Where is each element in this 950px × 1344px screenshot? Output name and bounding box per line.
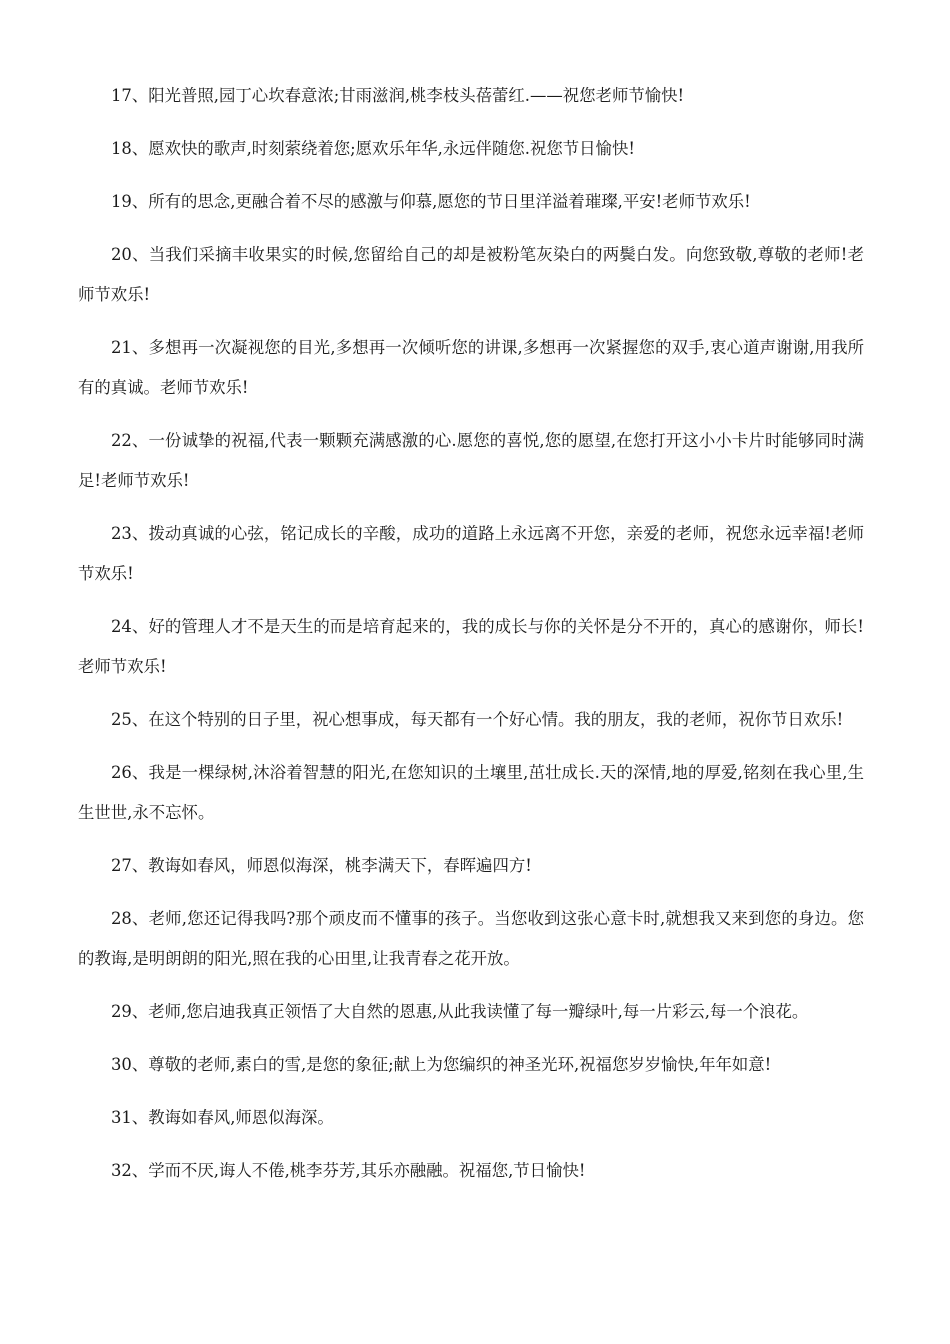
paragraph-31: 31、教诲如春风,师恩似海深。 <box>111 1108 334 1127</box>
paragraph-28: 28、老师,您还记得我吗?那个顽皮而不懂事的孩子。当您收到这张心意卡时,就想我又来到您的身边。您的教诲,是明朗朗的阳光,照在我的心田里,让我青春之花开放。 <box>78 909 864 968</box>
paragraph-17: 17、阳光普照,园丁心坎春意浓;甘雨滋润,桃李枝头蓓蕾红.——祝您老师节愉快! <box>111 86 685 105</box>
document-body <box>78 76 864 1191</box>
paragraph-23: 23、拨动真诚的心弦，铭记成长的辛酸，成功的道路上永远离不开您，亲爱的老师，祝您永远幸福!老师节欢乐! <box>78 524 864 583</box>
paragraph-26: 26、我是一棵绿树,沐浴着智慧的阳光,在您知识的土壤里,茁壮成长.天的深情,地的厚爱,铭刻在我心里,生生世世,永不忘怀。 <box>78 763 864 822</box>
paragraph-18: 18、愿欢快的歌声,时刻萦绕着您;愿欢乐年华,永远伴随您.祝您节日愉快! <box>111 139 635 158</box>
paragraph-19: 19、所有的思念,更融合着不尽的感激与仰慕,愿您的节日里洋溢着璀璨,平安!老师节欢乐! <box>111 192 751 211</box>
paragraph-22: 22、一份诚挚的祝福,代表一颗颗充满感激的心.愿您的喜悦,您的愿望,在您打开这小小卡片时能够同时满足!老师节欢乐! <box>78 431 864 490</box>
paragraph-20: 20、当我们采摘丰收果实的时候,您留给自己的却是被粉笔灰染白的两鬓白发。向您致敬,尊敬的老师!老师节欢乐! <box>78 245 864 304</box>
paragraph-25: 25、在这个特别的日子里，祝心想事成，每天都有一个好心情。我的朋友，我的老师，祝你节日欢乐! <box>111 710 844 729</box>
paragraph-32: 32、学而不厌,诲人不倦,桃李芬芳,其乐亦融融。祝福您,节日愉快! <box>111 1161 586 1180</box>
paragraph-21: 21、多想再一次凝视您的目光,多想再一次倾听您的讲课,多想再一次紧握您的双手,衷心道声谢谢,用我所有的真诚。老师节欢乐! <box>78 338 864 397</box>
paragraph-29: 29、老师,您启迪我真正领悟了大自然的恩惠,从此我读懂了每一瓣绿叶,每一片彩云,每一个浪花。 <box>111 1002 809 1021</box>
paragraph-30: 30、尊敬的老师,素白的雪,是您的象征;献上为您编织的神圣光环,祝福您岁岁愉快,年年如意! <box>111 1055 772 1074</box>
paragraph-24: 24、好的管理人才不是天生的而是培育起来的，我的成长与你的关怀是分不开的，真心的感谢你，师长!老师节欢乐! <box>78 617 864 676</box>
paragraph-27: 27、教诲如春风，师恩似海深，桃李满天下，春晖遍四方! <box>111 856 532 875</box>
